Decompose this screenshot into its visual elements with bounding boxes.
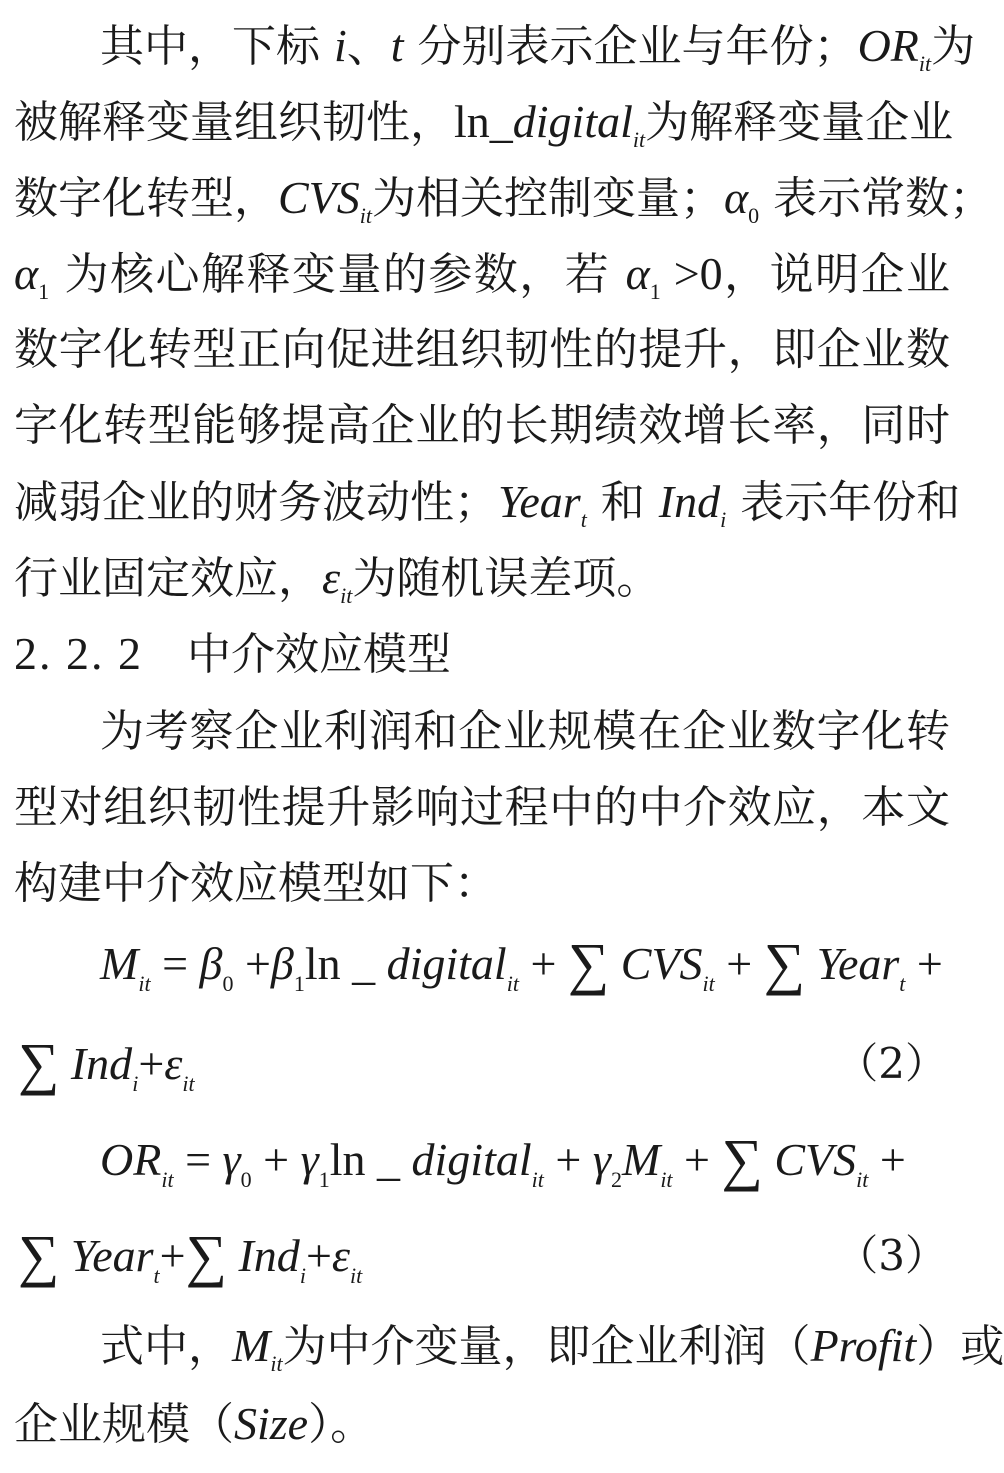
para2-line2: 型对组织韧性提升影响过程中的中介效应，本文 [14, 782, 950, 833]
para1-line4: $\alpha_1$ 为核心解释变量的参数，若 $\alpha_1 >0$，说明企业 [14, 248, 950, 304]
para2-line1: 为考察企业利润和企业规模在企业数字化转 [100, 706, 950, 757]
para2-line3: 构建中介效应模型如下： [14, 858, 498, 909]
section-number: 2. 2. 2 [14, 628, 143, 679]
equation-2-number: （2） [836, 1039, 947, 1088]
para3-line1: 式中，$M_{it}$为中介变量，即企业利润（Profit）或 [100, 1320, 1004, 1376]
para1-line5: 数字化转型正向促进组织韧性的提升，即企业数 [14, 324, 950, 375]
equation-3-line1: $OR_{it} = \gamma_0 + \gamma_1\ln$ _ digital$_{it}$ + $\gamma_2M_{it}$ + ∑ $CVS_{it}$ + [100, 1127, 906, 1192]
para1-line8: 行业固定效应，$\varepsilon_{it}$为随机误差项。 [14, 552, 661, 608]
para3-line2: 企业规模（Size）。 [14, 1398, 375, 1450]
para1-line6: 字化转型能够提高企业的长期绩效增长率，同时 [14, 400, 950, 451]
section-heading [14, 616, 451, 692]
equation-2-line1: $M_{it} = \beta_0 +\beta_1\ln$ _ digital$_{it}$ + ∑ $CVS_{it}$ + ∑ Year$_t$ + [100, 931, 943, 996]
para1-line2: 被解释变量组织韧性，ln_digital$_{it}$为解释变量企业 [14, 96, 954, 152]
para1-line7: 减弱企业的财务波动性；Year$_t$ 和 Ind$_i$ 表示年份和 [14, 476, 961, 532]
equation-3-number: （3） [836, 1231, 947, 1280]
section-title: 中介效应模型 [187, 629, 451, 680]
para1-line3: 数字化转型，$CVS_{it}$为相关控制变量；$\alpha_0$ 表示常数； [14, 172, 994, 228]
para1-line1: 其中，下标 i、t 分别表示企业与年份；$OR_{it}$为 [100, 20, 976, 76]
equation-2-line2: ∑ $Ind_i+\varepsilon_{it}$ [18, 1031, 195, 1096]
equation-3-line2: ∑ Year$_t$+∑ $Ind_i+\varepsilon_{it}$ [18, 1223, 363, 1288]
